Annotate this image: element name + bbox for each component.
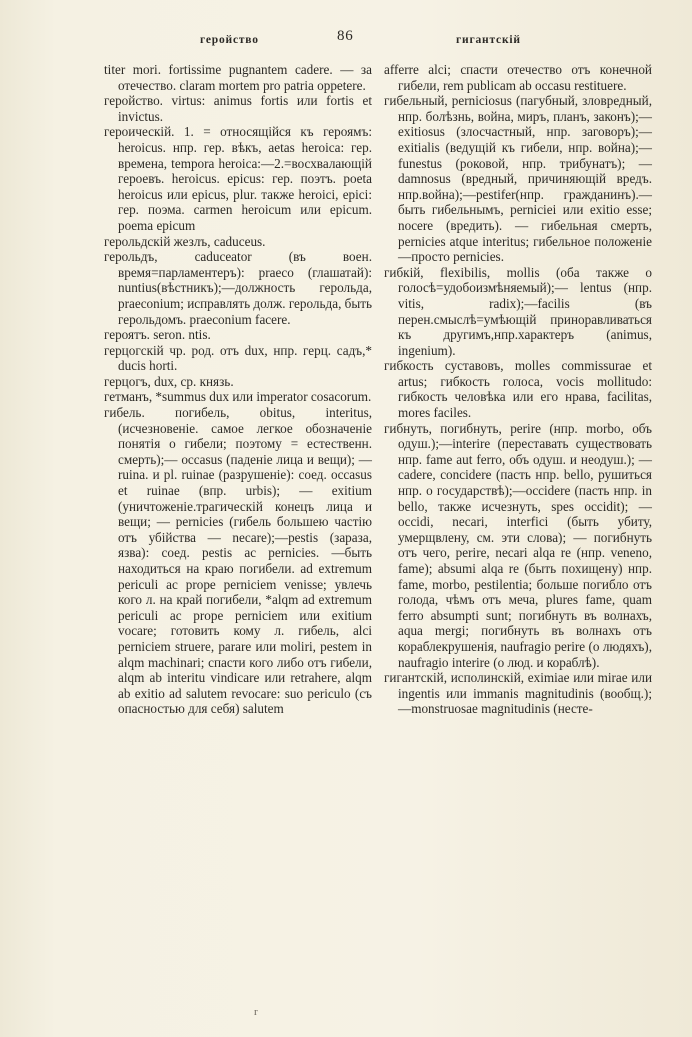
left-column — [104, 62, 372, 717]
dictionary-entry: afferre alci; спасти отечество отъ конечной гибели, rem publicam ab occasu restituere. — [384, 62, 652, 93]
dictionary-entry: гибель. погибель, obitus, interitus, (исчезновеніе. самое легкое обозначеніе понятія о гибели; поэтому = естественн. смерть);— occasus (паденіе лица и вещи); — ruina. и pl. ruinae (разрушеніе): соед. occasus et ruinae (впр. urbis); — exitium (уничтоженіе.трагическій конецъ лица и вещи; — pernicies (гибель большею частію отъ убійства — necare);—pestis (зараза, язва): соед. pestis ac pernicies. —быть находиться на краю погибели. ad extremum periculi ac prope perniciem venisse; увлечь кого л. на край погибели, *alqm ad extremum periculi ac prope perniciem или exitium vocare; готовить кому л. гибель, alci perniciem struere, parare или moliri, pestem in alqm machinari; спасти кого либо отъ гибели, alqm ab interitu vindicare или retrahere, alqm ab exitio ad salutem revocare: suo periculo (съ опасностью для себя) salutem — [104, 405, 372, 717]
dictionary-entry: гетманъ, *summus dux или imperator cosacorum. — [104, 389, 372, 405]
running-head-right: гигантскій — [456, 34, 521, 46]
right-column — [384, 62, 652, 717]
dictionary-entry: герцогскій чр. род. отъ dux, нпр. герц. садъ,* ducis horti. — [104, 342, 372, 374]
dictionary-entry: гигантскій, исполинскій, eximiae или mirae или ingentis или immanis magnitudinis (вообщ.);—monstruosae magnitudinis (несте- — [384, 670, 652, 717]
dictionary-entry: titer mori. fortissime pugnantem cadere. — за отечество. claram mortem pro patria oppetere. — [104, 62, 372, 93]
dictionary-entry: героическій. 1. = относящійся къ героямъ: heroicus. нпр. гер. вѣкъ, aetas heroica: гер. времена, tempora heroica:—2.=восхвалающій героевъ. heroicus. epicus: гер. поэтъ. poeta heroicus или epicus, plur. также heroici, epici: гер. поэма. carmen heroicum или epicum. poema epicum — [104, 124, 372, 233]
dictionary-entry: гибкость суставовъ, molles commissurae et artus; гибкость голоса, vocis mollitudo: гибкость человѣка или его нрава, facilitas, mores faciles. — [384, 358, 652, 421]
dictionary-entry: героятъ. seron. ntis. — [104, 327, 211, 343]
dictionary-entry: гибельный, perniciosus (пагубный, зловредный, нпр. болѣзнь, война, миръ, планъ, законъ);—exitiosus (злосчастный, нпр. заговоръ);—exitialis (ведущій къ гибели, нпр. война);—funestus (роковой, нпр. трибунатъ); — damnosus (вредный, причиняющій вредъ. нпр.война);—pestifer(нпр. гражданинъ).—быть гибельнымъ, perniciei или exitio esse; nocere (вредить). — гибельная смерть, pernicies atque interitus; гибельное положеніе—просто pernicies. — [384, 93, 652, 265]
running-head-left: геройство — [200, 34, 259, 46]
dictionary-entry: гибкій, flexibilis, mollis (оба также о голосѣ=удобоизмѣняемый);— lentus (нпр. vitis, radix);—facilis (въ перен.смыслѣ=умѣющій приноравливаться къ другимъ,нпр.характеръ (animus, ingenium). — [384, 264, 652, 358]
footer-mark: r — [254, 1006, 258, 1018]
dictionary-entry: герольдскій жезлъ, caduceus. — [104, 233, 266, 249]
dictionary-entry: геройство. virtus: animus fortis или fortis et invictus. — [104, 93, 372, 124]
page-number: 86 — [337, 28, 354, 44]
page-header — [0, 28, 692, 54]
dictionary-entry: герцогъ, dux, ср. князь. — [104, 373, 234, 389]
dictionary-entry: гибнуть, погибнуть, perire (нпр. morbo, объ одуш.);—interire (переставать существовать нпр. fame aut ferro, объ одуш. и неодуш.); —cadere, concidere (пасть нпр. bello, рушиться нпр. о государствѣ);—occidere (пасть нпр. in bello, также исчезнуть, spes occidit); — occidi, necari, interfici (быть убиту, умерщвлену, см. эти слова); — погибнуть отъ чего, perire, necari alqa re (нпр. veneno, fame); absumi alqa re (быть похищену) нпр. fame, morbo, pestilentia; больше погибло отъ голода, чѣмъ отъ меча, plures fame, quam ferro absumpti sunt; погибнуть въ волнахъ, aqua mergi; погибнуть въ волнахъ отъ кораблекрушенія, naufragio perire (о людяхъ), naufragio interire (о люд. и кораблѣ). — [384, 420, 652, 670]
dictionary-entry: герольдъ, caduceator (въ воен. время=парламентеръ): praeco (глашатай): nuntius(вѣстникъ);—должность герольда, praeconium; исправлять долж. герольда, быть герольдомъ. praeconium facere. — [104, 249, 373, 327]
